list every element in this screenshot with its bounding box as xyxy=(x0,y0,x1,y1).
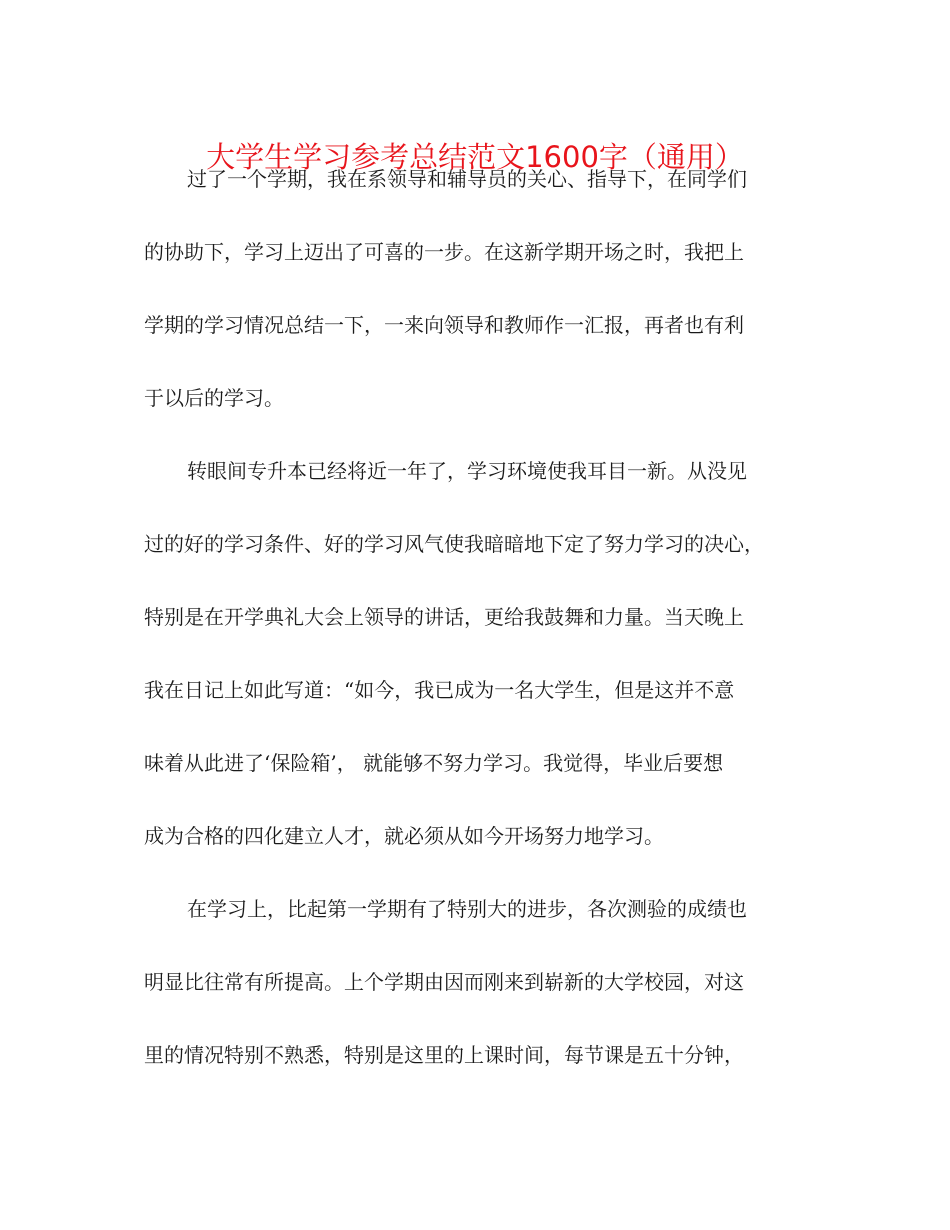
paragraph-line: 学期的学习情况总结一下，一来向领导和教师作一汇报，再者也有利 xyxy=(144,313,744,337)
paragraph-line: 的协助下，学习上迈出了可喜的一步。在这新学期开场之时，我把上 xyxy=(144,240,744,264)
paragraph-line: 过了一个学期，我在系领导和辅导员的关心、指导下，在同学们 xyxy=(187,167,747,191)
paragraph-line: 在学习上，比起第一学期有了特别大的进步，各次测验的成绩也 xyxy=(187,897,747,921)
paragraph-line: 转眼间专升本已经将近一年了，学习环境使我耳目一新。从没见 xyxy=(187,459,747,483)
paragraph-line: 明显比往常有所提高。上个学期由因而刚来到崭新的大学校园，对这 xyxy=(144,970,744,994)
paragraph-line: 于以后的学习。 xyxy=(144,386,284,410)
paragraph-line: 过的好的学习条件、好的学习风气使我暗暗地下定了努力学习的决心， xyxy=(144,532,764,556)
paragraph-line: 味着从此进了‘保险箱’， 就能够不努力学习。我觉得，毕业后要想 xyxy=(144,751,724,775)
paragraph-line: 里的情况特别不熟悉，特别是这里的上课时间，每节课是五十分钟， xyxy=(144,1043,744,1067)
paragraph-line: 我在日记上如此写道：“如今，我已成为一名大学生，但是这并不意 xyxy=(144,678,735,702)
paragraph-line: 成为合格的四化建立人才，就必须从如今开场努力地学习。 xyxy=(144,824,664,848)
document-title: 大学生学习参考总结范文1600字（通用） xyxy=(206,140,744,174)
paragraph-line: 特别是在开学典礼大会上领导的讲话，更给我鼓舞和力量。当天晚上 xyxy=(144,605,744,629)
